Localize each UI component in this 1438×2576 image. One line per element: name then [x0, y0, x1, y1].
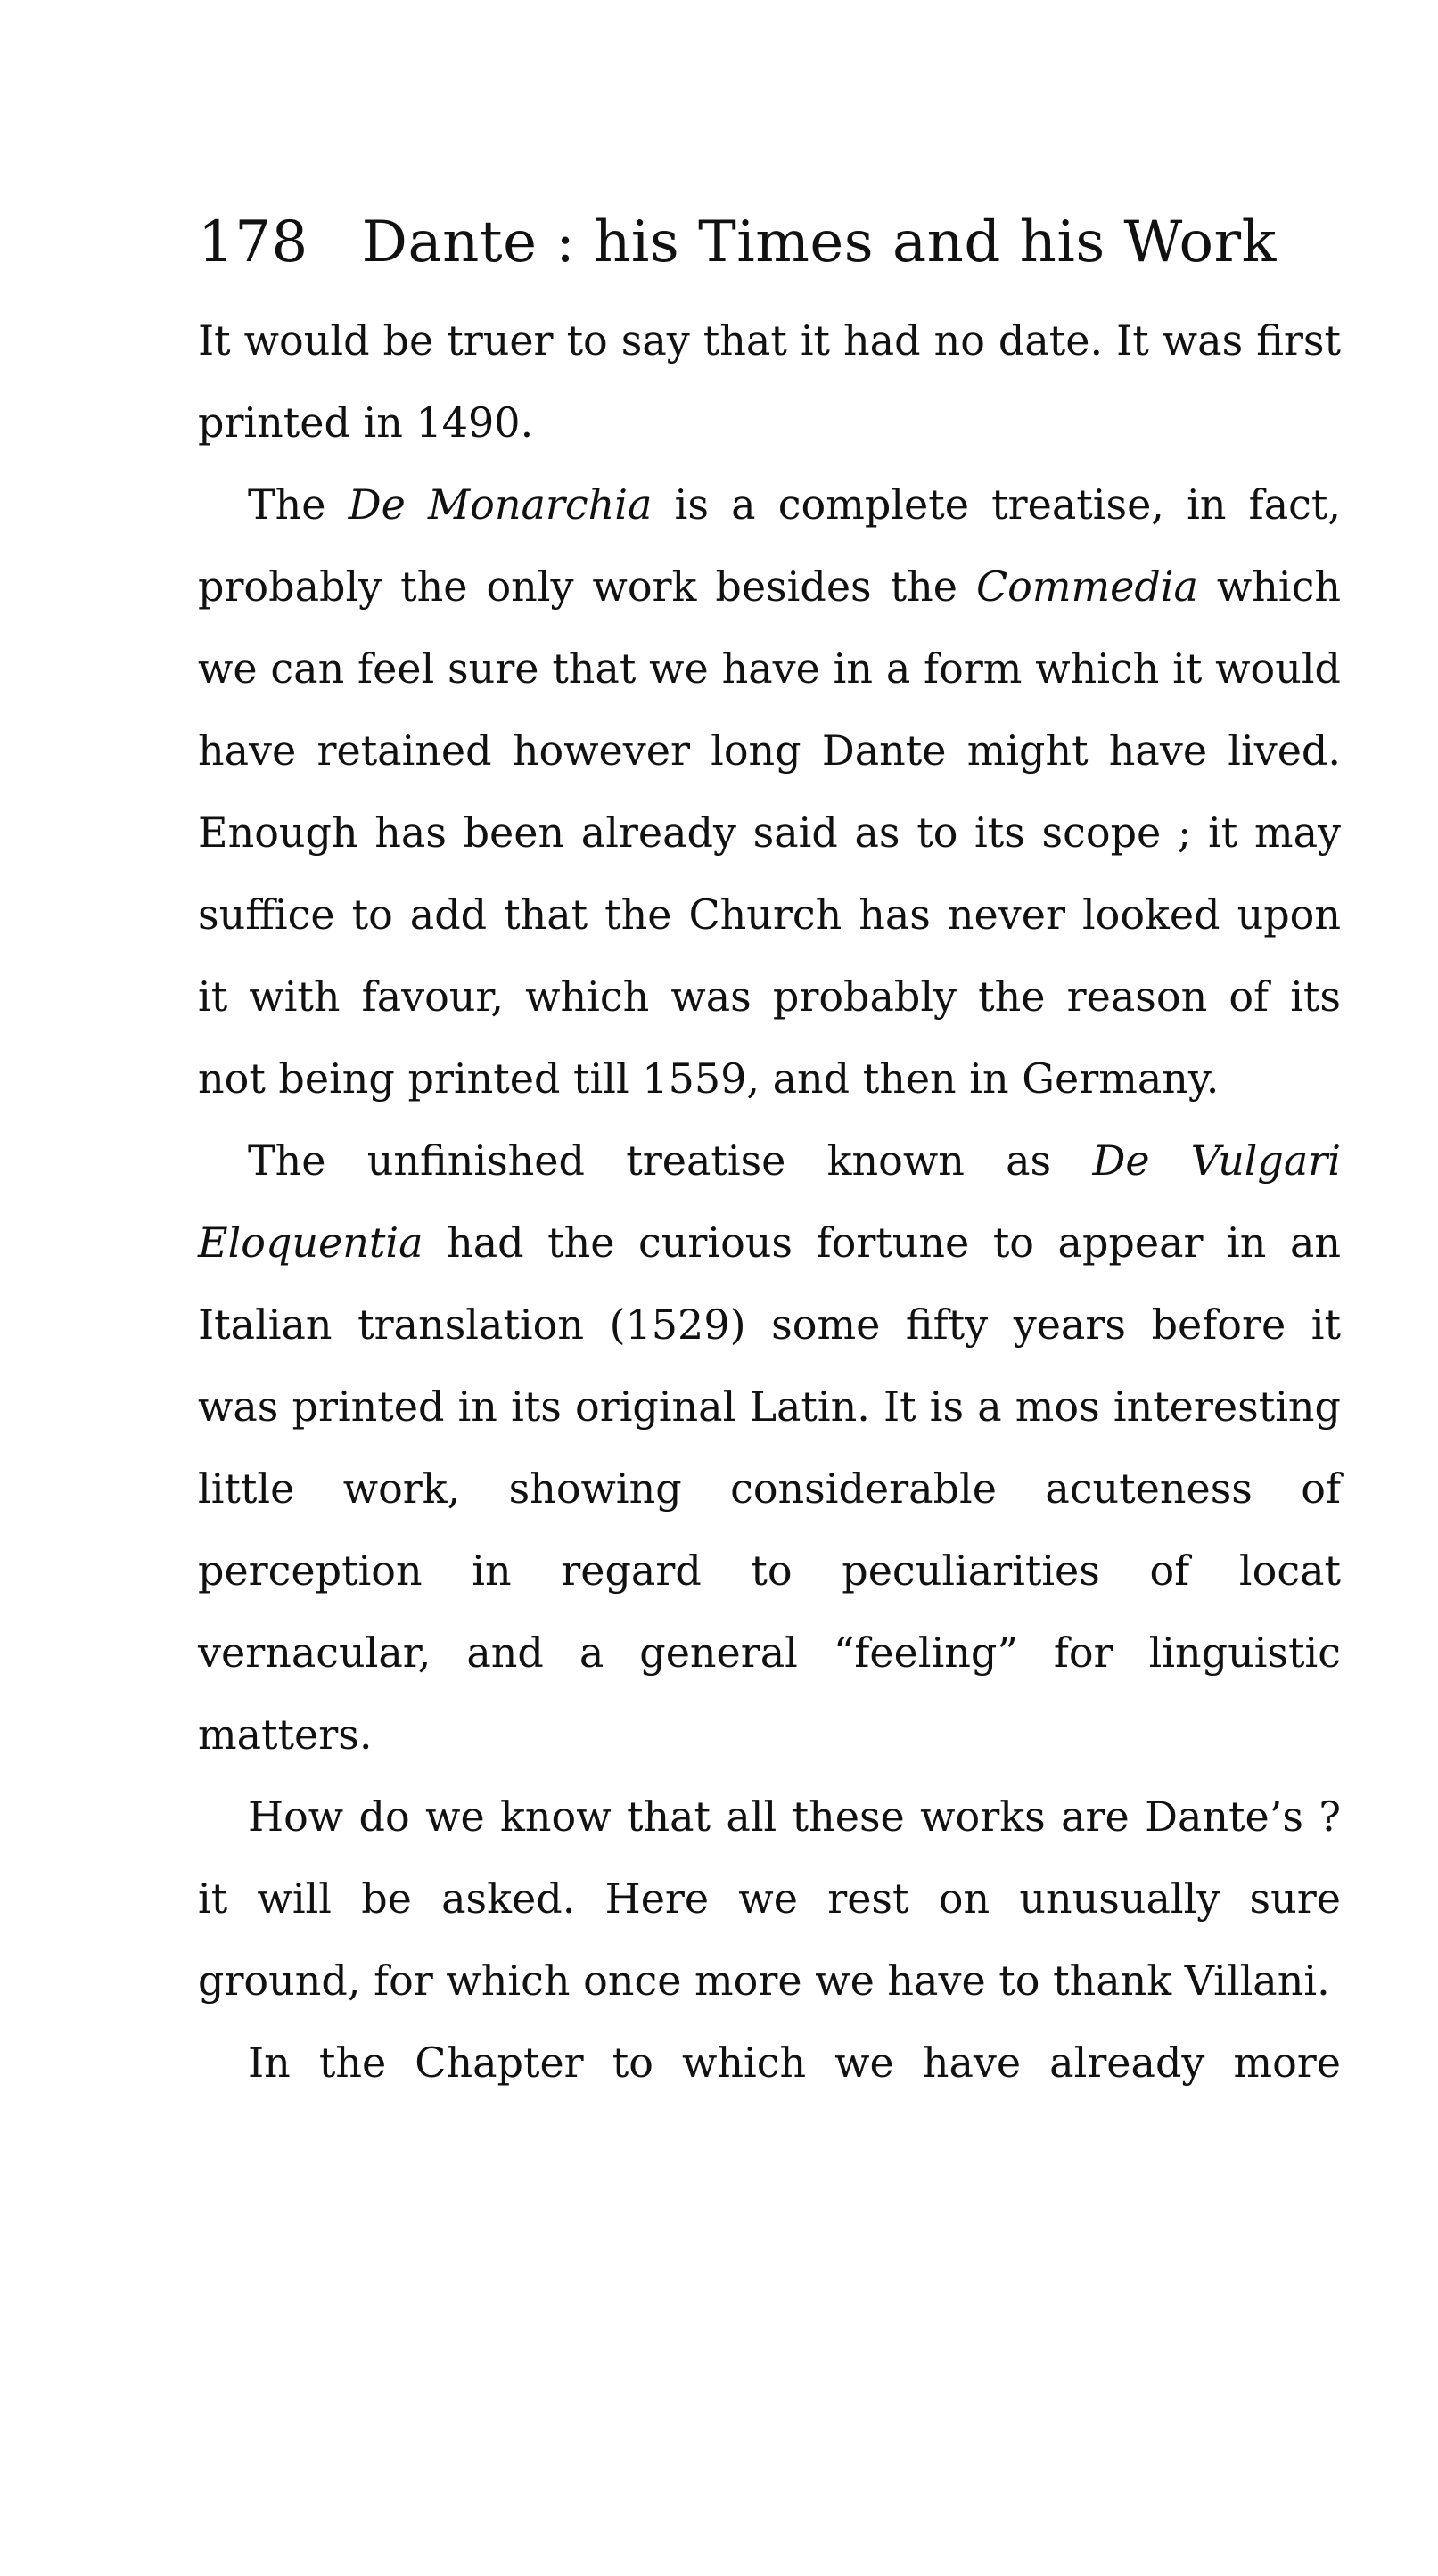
text-segment: It would be truer to say that it had no date. It was first printed in 1490.	[198, 316, 1341, 447]
text-segment: had the curious fortune to appear in an Italian translation (1529) some fifty years before it was printed in its original Latin. It is a mos interesting little work, showing considerable acuteness of perception in regard to peculiarities of locat vernacular, and a general “feeling” for linguistic matters.	[198, 1218, 1341, 1759]
paragraph-1	[198, 299, 1341, 464]
page-header	[198, 207, 1341, 278]
italic-title-de-vulgari-eloquentia: De Vulgari Eloquentia	[198, 1136, 1341, 1267]
paragraph-3	[198, 1120, 1341, 1776]
paragraph-2	[198, 464, 1341, 1120]
paragraph-5	[198, 2022, 1341, 2104]
paragraph-4	[198, 1776, 1341, 2022]
text-segment: The	[248, 480, 349, 529]
text-segment: is a complete treatise, in fact, probably the only work besides the	[198, 480, 1341, 611]
text-segment: In the Chapter to which we have already more	[248, 2039, 1341, 2087]
body-text	[198, 299, 1341, 2104]
running-title: Dante : his Times and his Work	[361, 209, 1277, 275]
italic-title-de-monarchia: De Monarchia	[348, 480, 653, 529]
text-segment: which we can feel sure that we have in a form which it would have retained however long Dante might have lived. Enough has been already said as to its scope ; it may suffice to add that the Church has never looked upon it with favour, which was probably the reason of its not being printed till 1559, and then in Germany.	[198, 562, 1341, 1103]
italic-title-commedia: Commedia	[975, 562, 1198, 611]
page-number: 178	[198, 209, 308, 275]
text-segment: The unfinished treatise known as	[248, 1136, 1093, 1185]
text-segment: How do we know that all these works are Dante’s ? it will be asked. Here we rest on unusually sure ground, for which once more we have to thank Villani.	[198, 1793, 1341, 2005]
book-page	[198, 207, 1341, 2104]
